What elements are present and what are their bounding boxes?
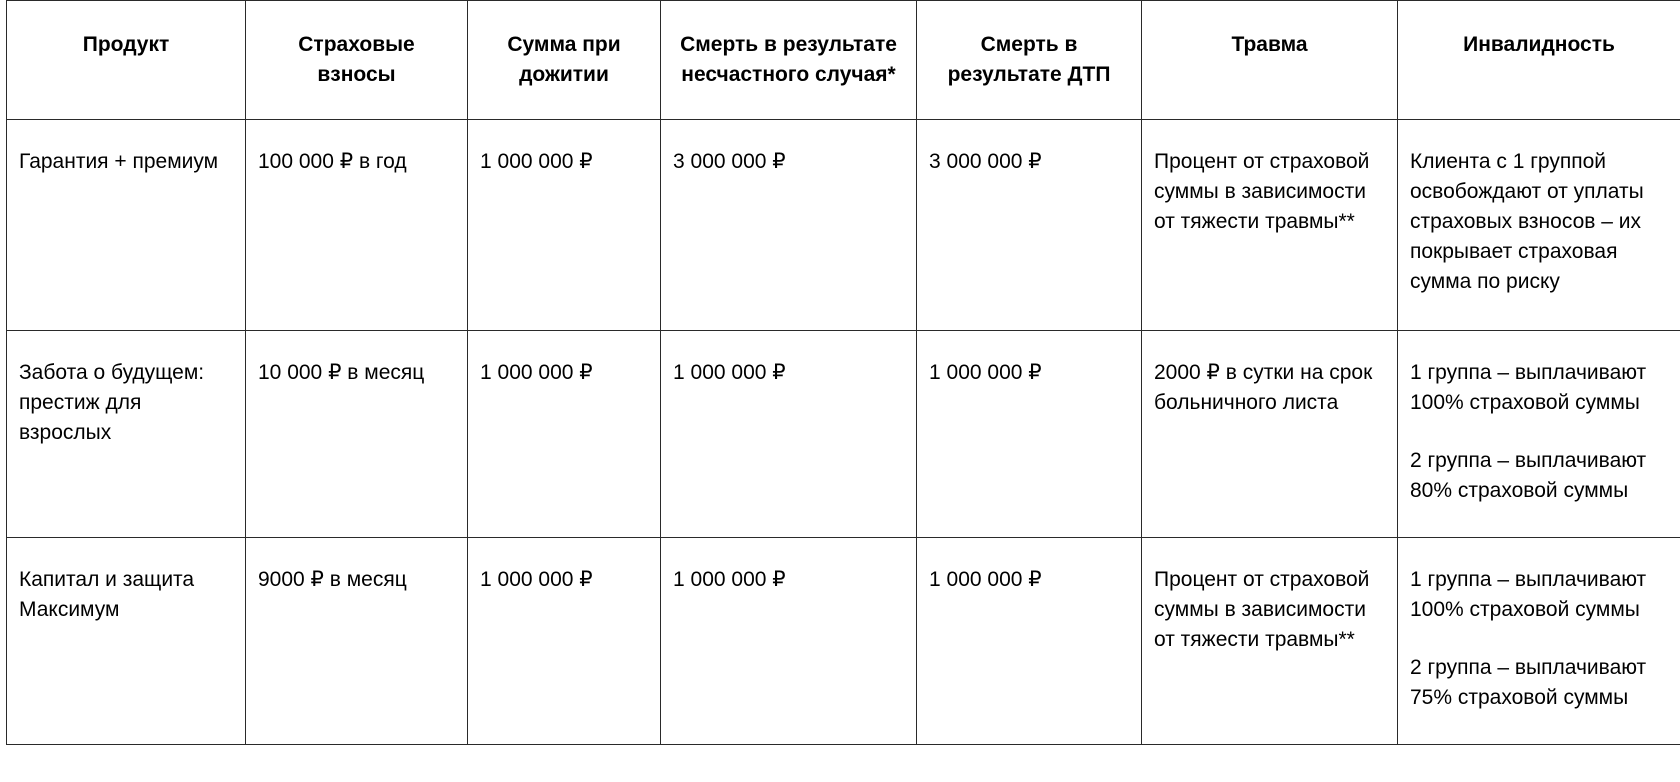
cell-premiums: 100 000 ₽ в год bbox=[246, 120, 468, 331]
header-injury: Травма bbox=[1142, 1, 1398, 120]
cell-traffic-death: 1 000 000 ₽ bbox=[917, 538, 1142, 745]
disability-note: Клиента с 1 группой освобождают от уплаты страховых взносов – их покрывает страховая сумма по риску bbox=[1410, 150, 1644, 293]
cell-survival-sum: 1 000 000 ₽ bbox=[468, 331, 661, 538]
cell-survival-sum: 1 000 000 ₽ bbox=[468, 538, 661, 745]
header-accident-death: Смерть в результате несчастного случая* bbox=[661, 1, 917, 120]
cell-product: Забота о будущем: престиж для взрослых bbox=[7, 331, 246, 538]
cell-traffic-death: 1 000 000 ₽ bbox=[917, 331, 1142, 538]
table-row bbox=[7, 120, 1680, 331]
disability-group-2: 2 группа – выплачивают 80% страховой суммы bbox=[1410, 449, 1647, 502]
cell-premiums: 10 000 ₽ в месяц bbox=[246, 331, 468, 538]
disability-group-1: 1 группа – выплачивают 100% страховой суммы bbox=[1410, 361, 1647, 414]
cell-accident-death: 3 000 000 ₽ bbox=[661, 120, 917, 331]
cell-injury: Процент от страховой суммы в зависимости от тяжести травмы** bbox=[1142, 120, 1398, 331]
cell-disability bbox=[1398, 331, 1680, 538]
header-disability: Инвалидность bbox=[1398, 1, 1680, 120]
cell-traffic-death: 3 000 000 ₽ bbox=[917, 120, 1142, 331]
table-header-row bbox=[7, 1, 1680, 120]
cell-disability bbox=[1398, 538, 1680, 745]
insurance-comparison-table bbox=[6, 0, 1680, 745]
header-survival-sum: Сумма при дожитии bbox=[468, 1, 661, 120]
header-premiums: Страховые взносы bbox=[246, 1, 468, 120]
cell-accident-death: 1 000 000 ₽ bbox=[661, 538, 917, 745]
cell-injury: 2000 ₽ в сутки на срок больничного листа bbox=[1142, 331, 1398, 538]
cell-accident-death: 1 000 000 ₽ bbox=[661, 331, 917, 538]
table-row bbox=[7, 331, 1680, 538]
disability-group-2: 2 группа – выплачивают 75% страховой суммы bbox=[1410, 656, 1647, 709]
disability-group-1: 1 группа – выплачивают 100% страховой суммы bbox=[1410, 568, 1647, 621]
header-traffic-death: Смерть в результате ДТП bbox=[917, 1, 1142, 120]
cell-product: Капитал и защита Максимум bbox=[7, 538, 246, 745]
cell-disability bbox=[1398, 120, 1680, 331]
table-row bbox=[7, 538, 1680, 745]
cell-premiums: 9000 ₽ в месяц bbox=[246, 538, 468, 745]
cell-survival-sum: 1 000 000 ₽ bbox=[468, 120, 661, 331]
cell-product: Гарантия + премиум bbox=[7, 120, 246, 331]
header-product: Продукт bbox=[7, 1, 246, 120]
cell-injury: Процент от страховой суммы в зависимости от тяжести травмы** bbox=[1142, 538, 1398, 745]
